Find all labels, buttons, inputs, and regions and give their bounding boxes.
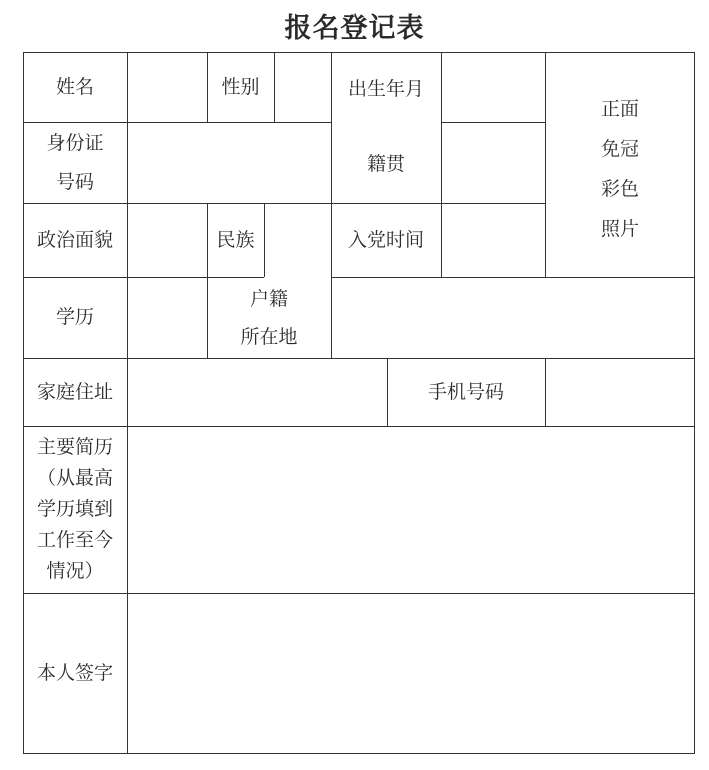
table-divider	[23, 122, 331, 123]
home-address-field[interactable]	[127, 358, 387, 426]
ethnicity-label: 民族	[216, 228, 255, 251]
education-label: 学历	[55, 306, 94, 329]
signature-field[interactable]	[127, 593, 695, 753]
home-address-label: 家庭住址	[36, 380, 113, 403]
table-divider	[545, 52, 546, 277]
mobile-field[interactable]	[545, 358, 695, 426]
native-place-field[interactable]	[441, 122, 545, 203]
table-divider	[331, 203, 545, 204]
table-divider	[545, 358, 546, 426]
page-title: 报名登记表	[284, 13, 425, 44]
id-number-field[interactable]	[127, 122, 331, 203]
table-divider	[441, 52, 442, 277]
resume-label: 主要简历 （从最高 学历填到 工作至今 情况）	[36, 436, 113, 582]
political-status-label: 政治面貌	[36, 228, 113, 251]
native-place-label: 籍贯	[366, 153, 405, 176]
birth-label: 出生年月	[347, 77, 424, 100]
table-divider	[274, 52, 275, 122]
table-divider	[331, 52, 332, 358]
table-divider	[23, 277, 264, 278]
table-divider	[331, 277, 695, 278]
table-divider	[23, 203, 331, 204]
hukou-location-field[interactable]	[331, 277, 695, 358]
table-border-left	[23, 52, 24, 754]
table-divider	[264, 203, 265, 277]
table-divider	[23, 593, 695, 594]
party-join-date-field[interactable]	[441, 203, 545, 277]
table-divider	[127, 52, 128, 754]
hukou-location-label: 户籍 所在地	[240, 287, 298, 348]
ethnicity-field[interactable]	[264, 203, 331, 277]
mobile-label: 手机号码	[427, 380, 504, 403]
name-field[interactable]	[127, 52, 207, 122]
table-divider	[207, 52, 208, 122]
education-field[interactable]	[127, 277, 207, 358]
birth-field[interactable]	[441, 52, 545, 122]
gender-label: 性别	[221, 75, 260, 98]
table-border-bottom	[23, 753, 695, 754]
table-divider	[23, 426, 695, 427]
party-join-date-label: 入党时间	[347, 228, 424, 251]
table-divider	[207, 203, 208, 358]
table-divider	[441, 122, 545, 123]
table-divider	[387, 358, 388, 426]
gender-field[interactable]	[274, 52, 331, 122]
resume-field[interactable]	[127, 426, 695, 593]
table-divider	[23, 358, 695, 359]
photo-area[interactable]: 正面 免冠 彩色 照片	[600, 98, 639, 240]
political-status-field[interactable]	[127, 203, 207, 277]
table-border-right	[694, 52, 695, 754]
name-label: 姓名	[55, 75, 94, 98]
table-border-top	[23, 52, 695, 53]
id-number-label: 身份证 号码	[46, 131, 104, 193]
signature-label: 本人签字	[36, 661, 113, 684]
